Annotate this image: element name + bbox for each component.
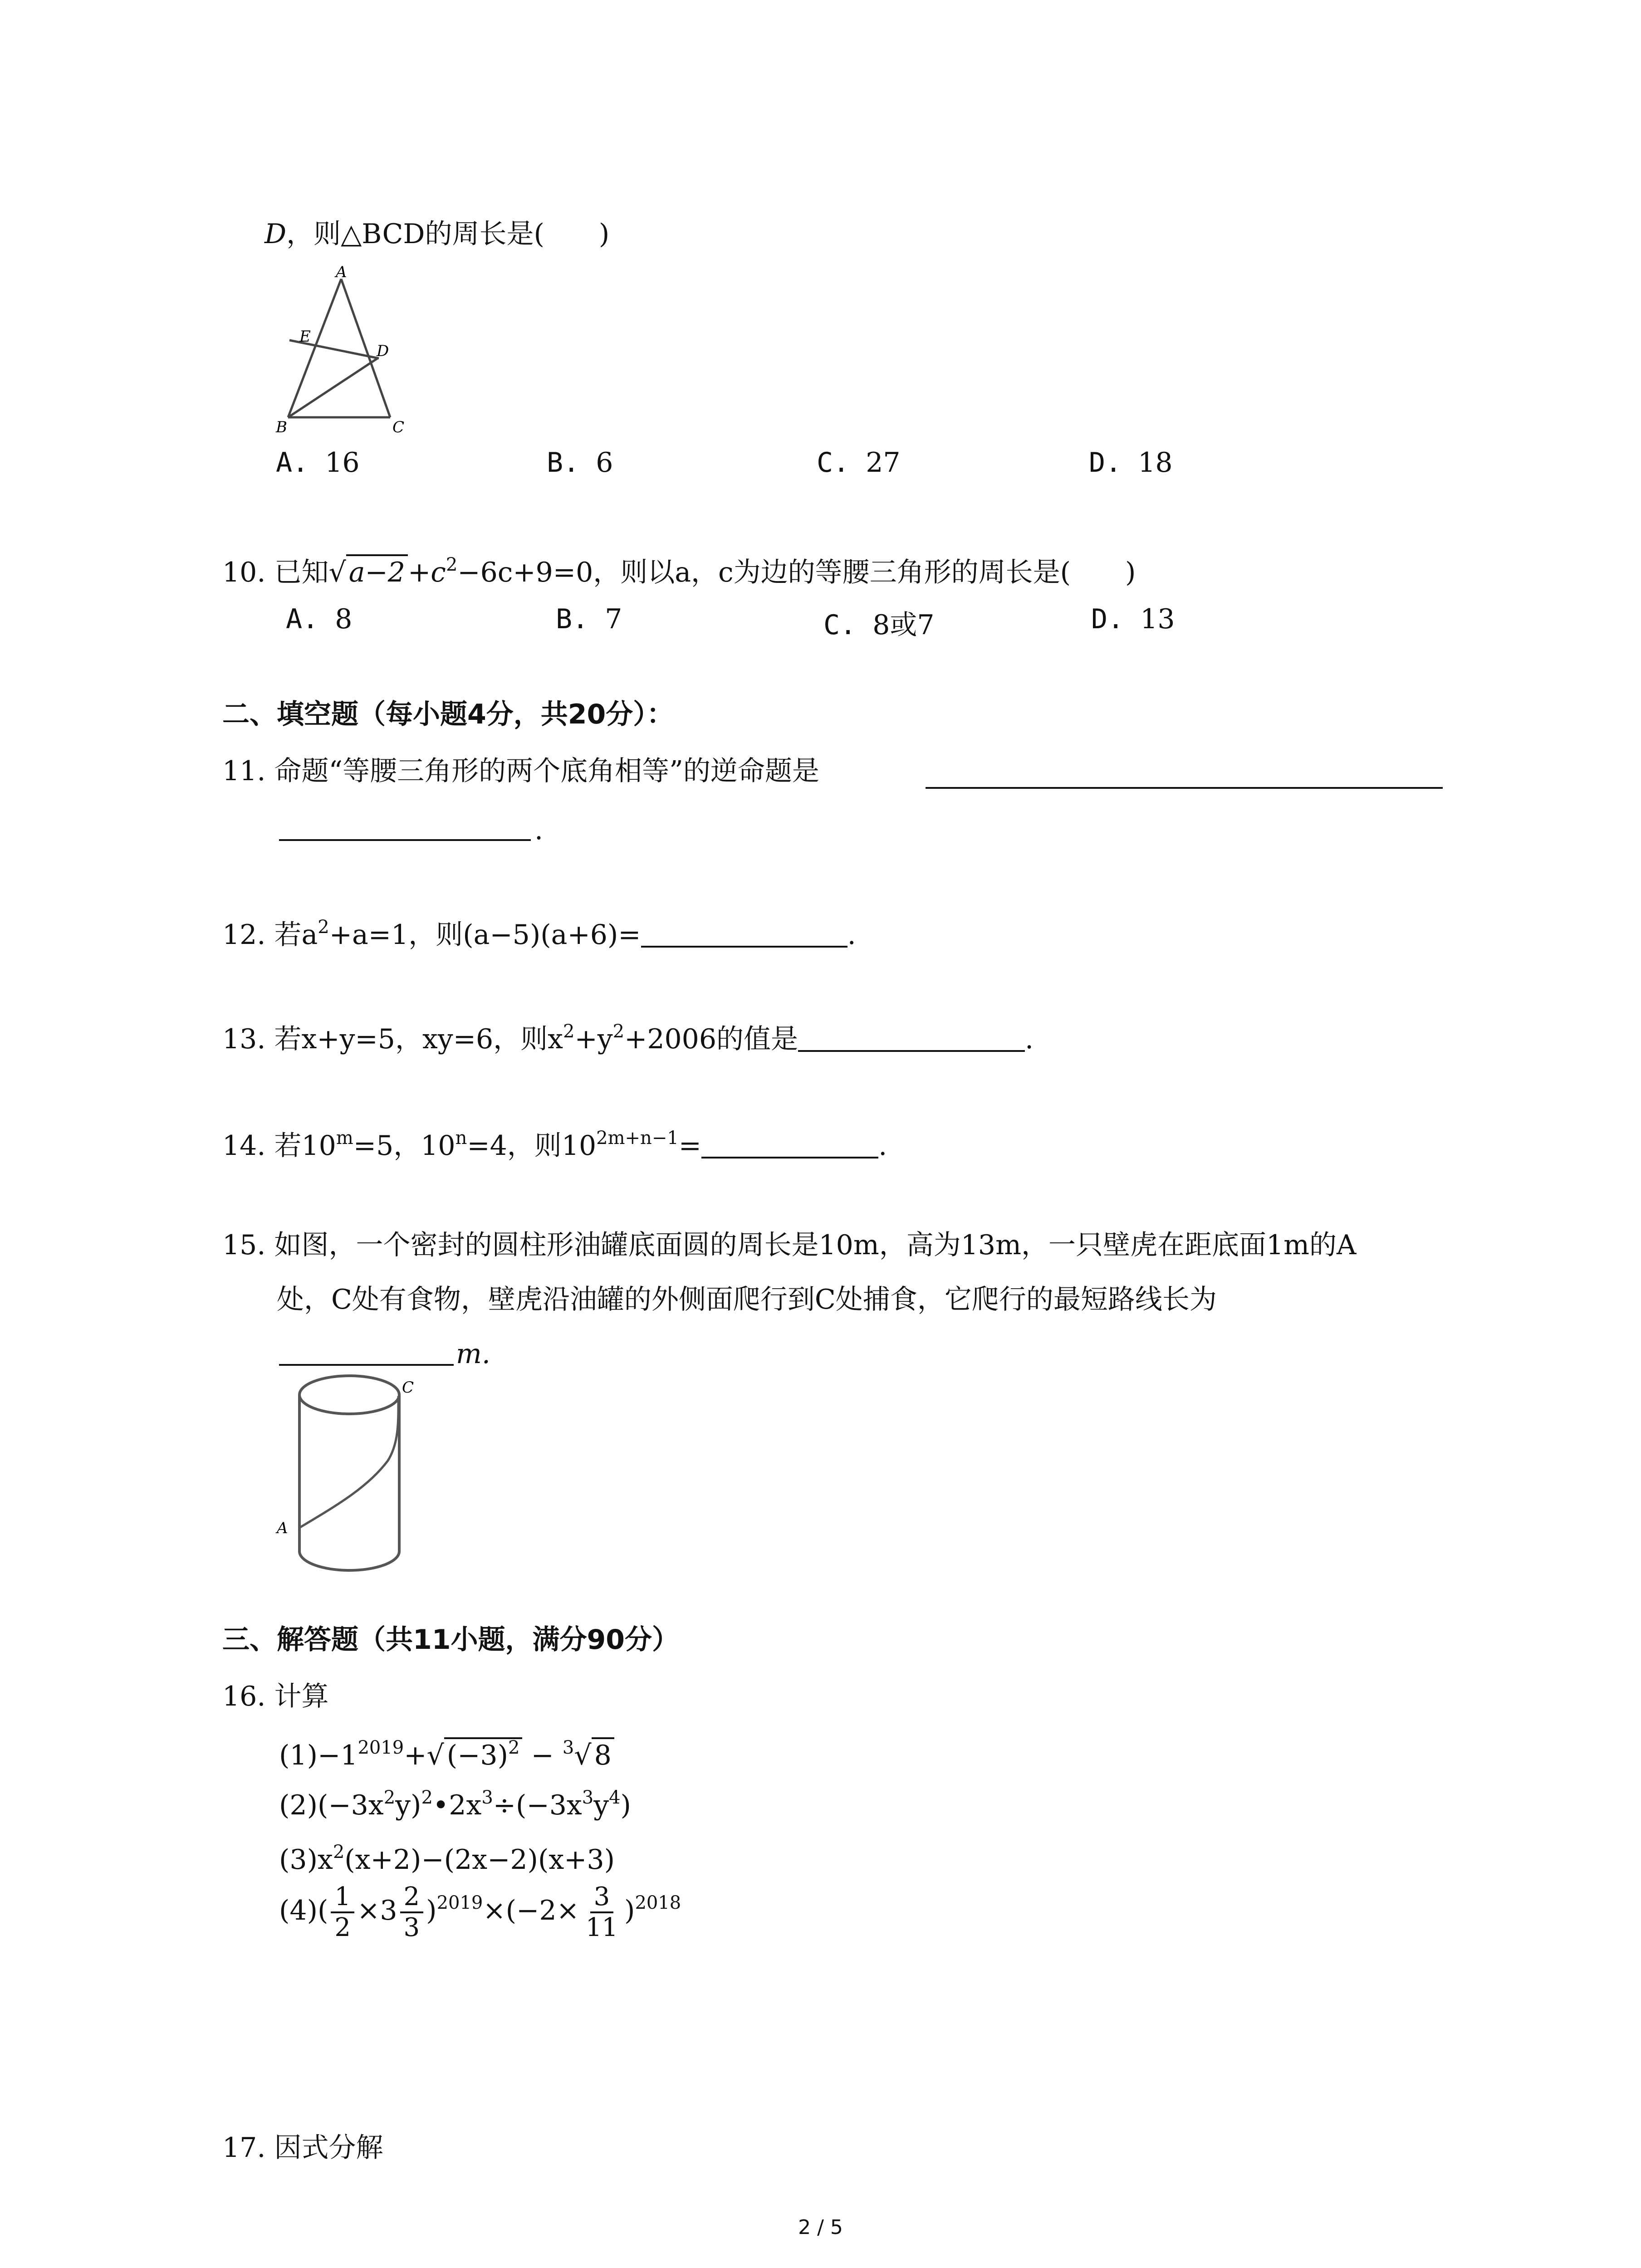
fig-label-c: C bbox=[392, 418, 405, 435]
q10-stem: 10. 已知√ $a-2 +c^2-6c+9=0$，则以a，c为边的等腰三角形的周长是( ) bbox=[222, 554, 1136, 588]
q9-triangle-figure bbox=[268, 261, 417, 435]
q9-option-d[interactable]: D. 18 bbox=[1089, 447, 1173, 479]
q12-answer-blank[interactable] bbox=[641, 919, 847, 948]
q10-option-c[interactable]: C. 8或7 bbox=[823, 609, 935, 641]
q16-part1-radical: $(-3)^2$ bbox=[444, 1737, 523, 1769]
q13-stem: 13. 若x+y=5，xy=6，则$x^2+y^2+2006$的值是 . bbox=[222, 1021, 1034, 1055]
q12-stem: 12. 若$a^2+a=1$，则(a−5)(a+6)= . bbox=[222, 917, 856, 951]
q10-option-d[interactable]: D. 13 bbox=[1091, 603, 1175, 635]
q11-end: . bbox=[534, 814, 544, 846]
q9-option-b[interactable]: B. 6 bbox=[547, 447, 613, 479]
fig-label-a: A bbox=[277, 1519, 288, 1537]
fraction: $\frac{3}{11}$ bbox=[585, 1882, 618, 1943]
q15-stem-line1: 15. 如图，一个密封的圆柱形油罐底面圆的周长是10m，高为13m，一只壁虎在距底面1m的A bbox=[222, 1229, 1357, 1261]
q10-option-a[interactable]: A. 8 bbox=[286, 603, 353, 635]
q10-option-b[interactable]: B. 7 bbox=[556, 603, 622, 635]
q9-stem-tail bbox=[265, 220, 609, 248]
fig-label-a: A bbox=[336, 263, 347, 281]
q11-stem: 11. 命题“等腰三角形的两个底角相等”的逆命题是 bbox=[222, 755, 819, 787]
q15-answer-blank[interactable] bbox=[279, 1364, 454, 1366]
fig-label-b: B bbox=[276, 418, 287, 435]
q10-radical: a−2 bbox=[346, 554, 408, 586]
q11-answer-blank-1[interactable] bbox=[926, 787, 1443, 789]
fig-label-e: E bbox=[299, 327, 311, 346]
q16-part1: $(1)-1^{2019}+√$ $(-3)^2 - ^3√$ 8 bbox=[279, 1737, 614, 1769]
q9-label-d: D bbox=[265, 218, 287, 250]
q9-option-a[interactable]: A. 16 bbox=[276, 447, 360, 479]
q9-stem-text: ，则△BCD的周长是( ) bbox=[286, 218, 610, 250]
section3-heading: 三、解答题（共11小题，满分90分） bbox=[222, 1624, 679, 1656]
fraction: $\frac{1}{2}$ bbox=[331, 1882, 354, 1943]
q14-answer-blank[interactable] bbox=[701, 1129, 878, 1158]
fraction: $\frac{2}{3}$ bbox=[400, 1882, 424, 1943]
section2-heading: 二、填空题（每小题4分，共20分）： bbox=[222, 699, 674, 730]
q16-part1-cube-root: 8 bbox=[592, 1737, 614, 1769]
q15-stem-line2: 处，C处有食物，壁虎沿油罐的外侧面爬行到C处捕食，它爬行的最短路线长为 bbox=[277, 1284, 1217, 1315]
q17-heading: 17. 因式分解 bbox=[222, 2132, 383, 2164]
q14-stem: 14. 若$10^m=5$，$10^n=4$，则$10^{2m+n-1}=$ . bbox=[222, 1128, 887, 1162]
page-number: 2 / 5 bbox=[798, 2216, 843, 2239]
q9-option-c[interactable]: C. 27 bbox=[817, 447, 901, 479]
q16-part4: (4)( $\frac{1}{2}$ ×3 $\frac{2}{3}$ )$^{2019}$×(−2× $\frac{3}{11}$ )$^{2018}$ bbox=[279, 1882, 681, 1943]
q15-cylinder-figure bbox=[272, 1370, 426, 1579]
q15-unit: m. bbox=[456, 1338, 490, 1370]
fig-label-d: D bbox=[377, 342, 389, 360]
q16-heading: 16. 计算 bbox=[222, 1681, 329, 1712]
q16-part2: $(2)(-3x^2y)^2•2x^3\div(-3x^3y^4)$ bbox=[279, 1787, 631, 1821]
fig-label-c: C bbox=[402, 1378, 414, 1397]
q16-part3: $(3)x^2(x+2)-(2x-2)(x+3)$ bbox=[279, 1842, 615, 1876]
q13-answer-blank[interactable] bbox=[798, 1023, 1025, 1052]
q11-answer-blank-2[interactable] bbox=[279, 839, 531, 841]
